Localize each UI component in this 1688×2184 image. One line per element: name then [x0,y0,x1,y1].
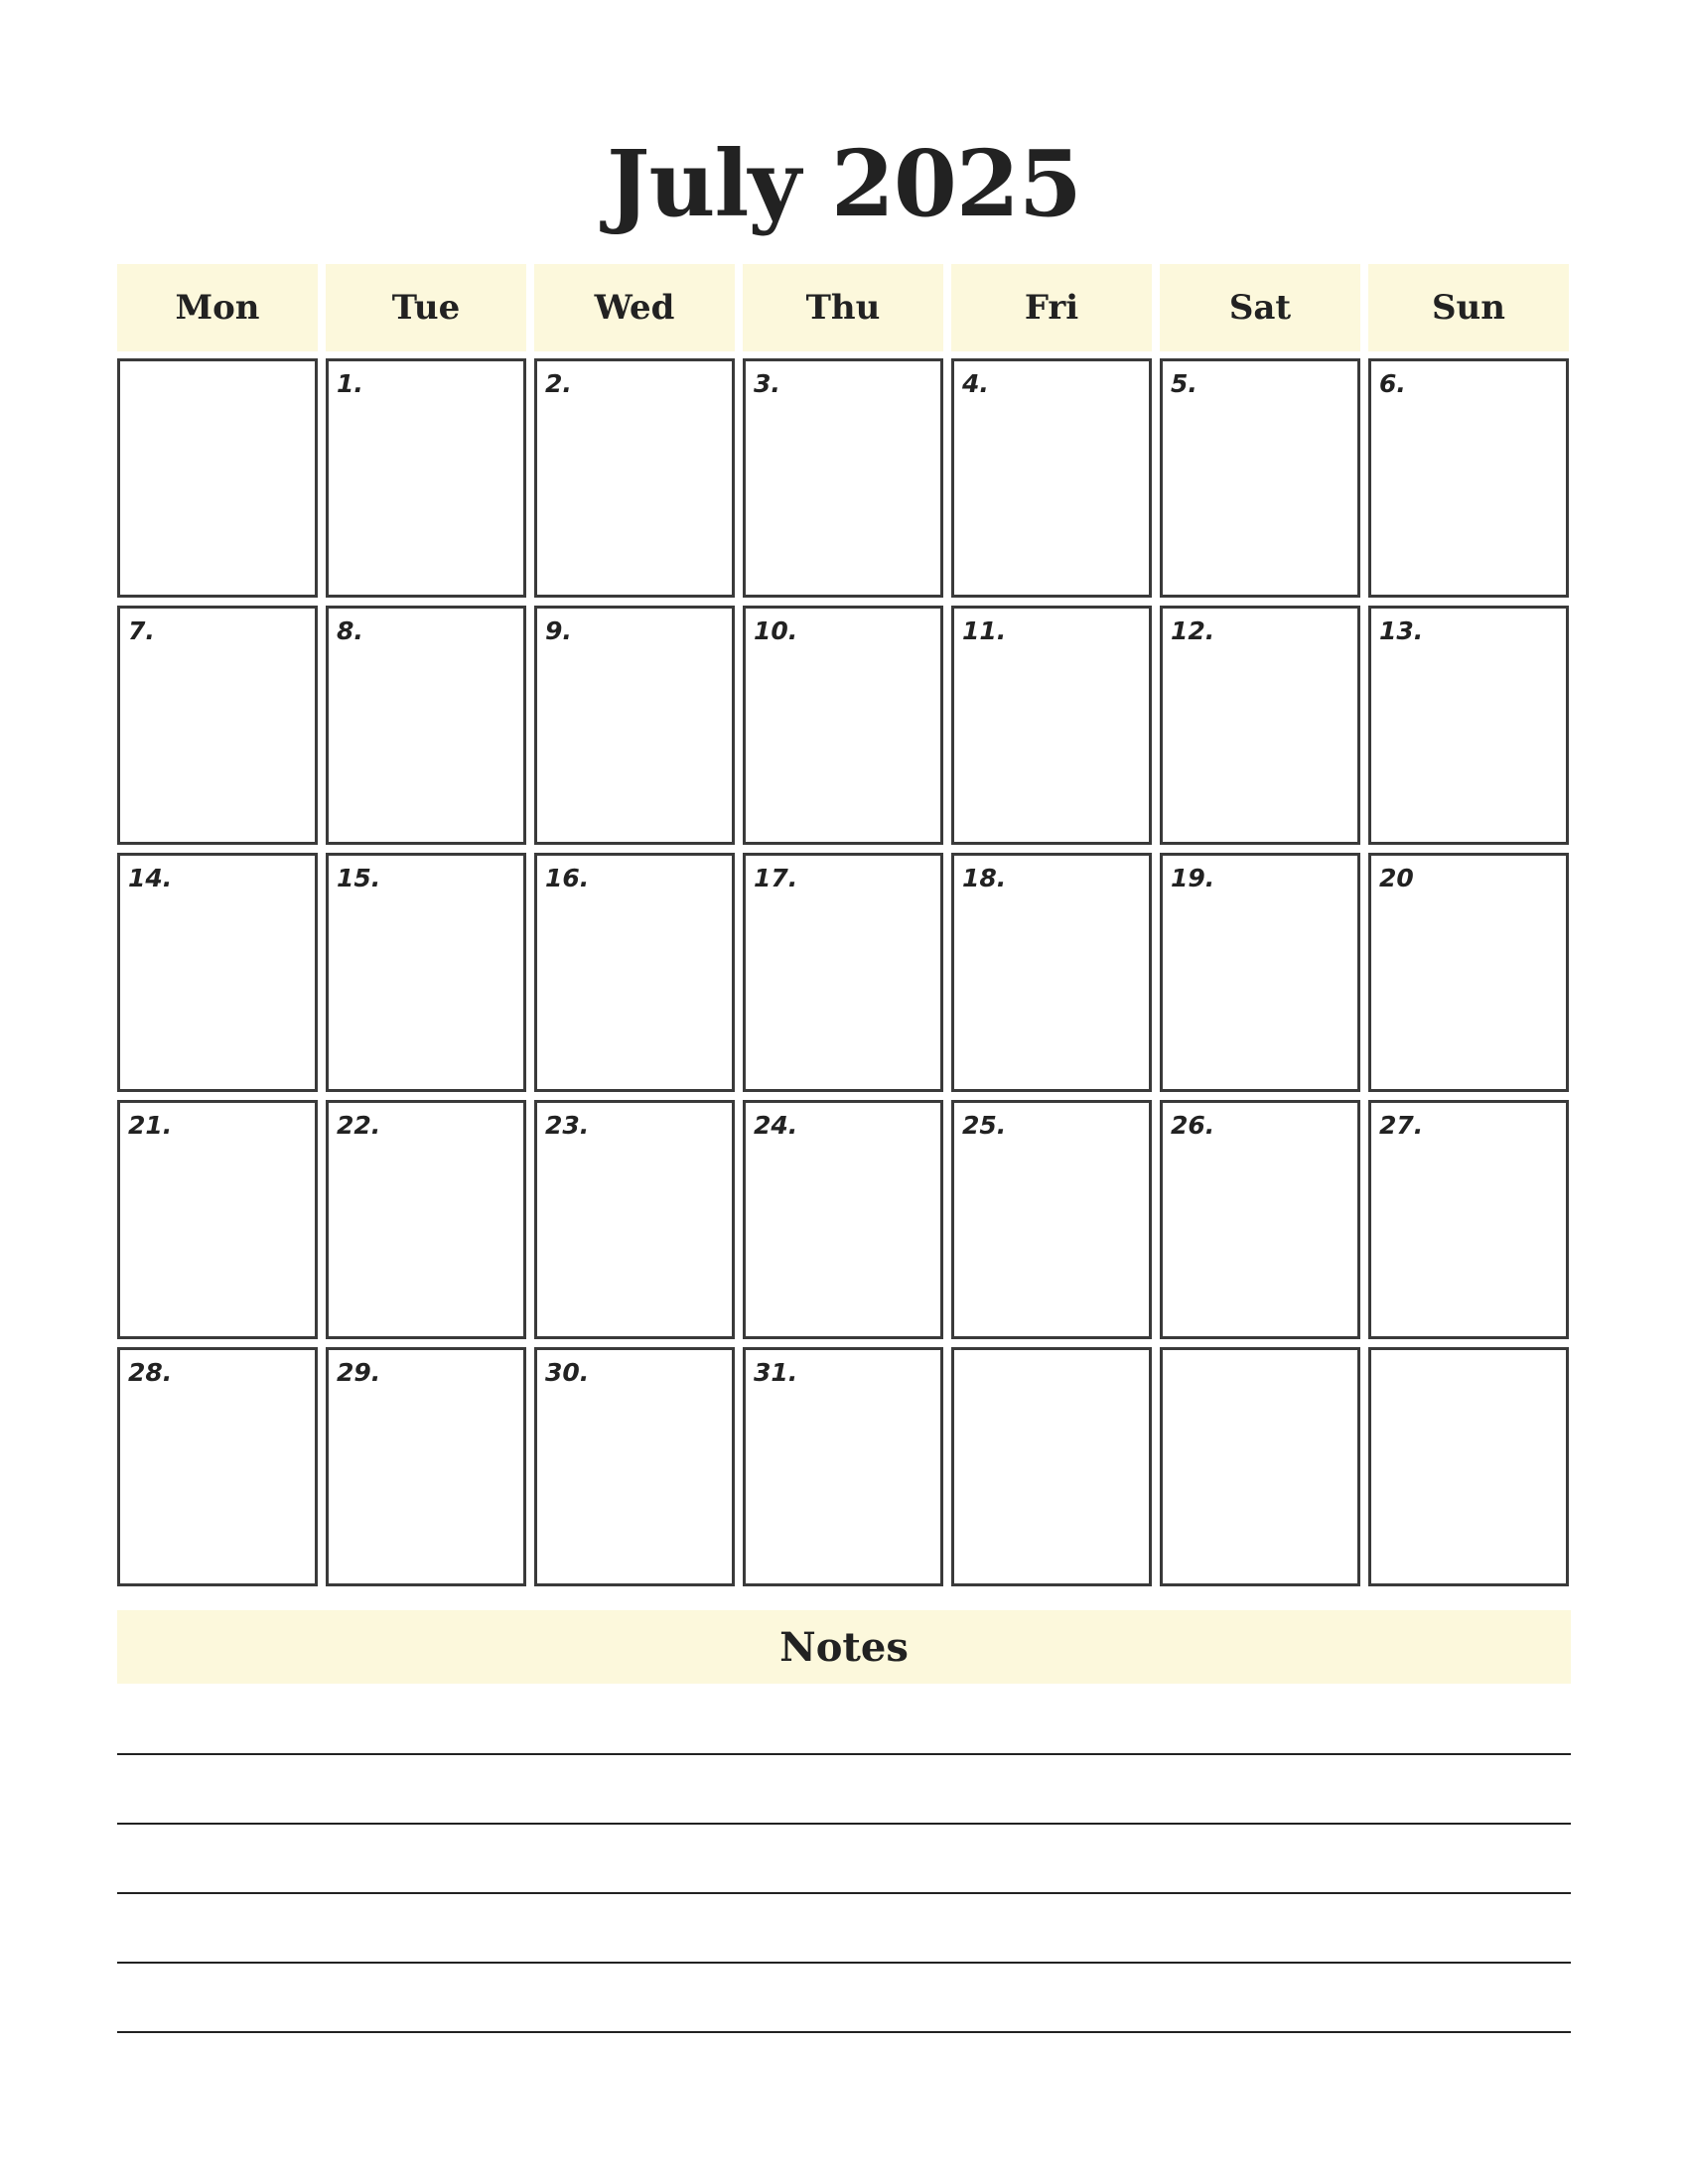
day-cell[interactable] [743,358,943,598]
day-number: 31. [754,1358,798,1387]
day-cell[interactable] [1160,853,1360,1092]
notes-line[interactable] [117,1962,1571,1964]
day-number: 18. [962,864,1007,892]
day-cell[interactable] [326,1100,526,1339]
day-cell[interactable] [326,606,526,845]
day-number: 28. [128,1358,173,1387]
day-cell[interactable] [117,606,318,845]
day-cell[interactable] [1160,1347,1360,1586]
day-number: 26. [1171,1111,1215,1140]
day-cell[interactable] [534,606,735,845]
day-cell[interactable] [534,358,735,598]
day-cell[interactable] [117,1100,318,1339]
weekday-tue: Tue [326,264,526,351]
day-number: 11. [962,616,1007,645]
day-number: 10. [754,616,798,645]
day-number: 2. [545,369,572,398]
day-cell[interactable] [1160,358,1360,598]
day-number: 30. [545,1358,590,1387]
day-number: 19. [1171,864,1215,892]
day-cell[interactable] [326,853,526,1092]
day-cell[interactable] [117,853,318,1092]
day-number: 29. [337,1358,381,1387]
day-cell[interactable] [951,1347,1152,1586]
day-cell[interactable] [534,1100,735,1339]
day-cell[interactable] [117,1347,318,1586]
day-number: 24. [754,1111,798,1140]
weekday-wed: Wed [534,264,735,351]
day-number: 16. [545,864,590,892]
day-cell[interactable] [951,606,1152,845]
day-cell[interactable] [1368,358,1569,598]
day-number: 21. [128,1111,173,1140]
day-cell[interactable] [743,1347,943,1586]
day-cell[interactable] [743,853,943,1092]
notes-line[interactable] [117,1892,1571,1894]
weekday-thu: Thu [743,264,943,351]
weekday-header-row [117,264,1571,351]
day-number: 25. [962,1111,1007,1140]
day-cell[interactable] [951,853,1152,1092]
day-cell[interactable] [951,1100,1152,1339]
day-number: 14. [128,864,173,892]
day-number: 23. [545,1111,590,1140]
day-number: 8. [337,616,363,645]
day-number: 1. [337,369,363,398]
day-cell[interactable] [534,853,735,1092]
weekday-fri: Fri [951,264,1152,351]
day-number: 6. [1379,369,1406,398]
day-number: 12. [1171,616,1215,645]
day-cell[interactable] [1368,1100,1569,1339]
day-number: 5. [1171,369,1197,398]
notes-line[interactable] [117,2031,1571,2033]
day-cell[interactable] [117,358,318,598]
calendar-title: July 2025 [607,130,1081,237]
day-cell[interactable] [1160,606,1360,845]
notes-header: Notes [117,1610,1571,1684]
weekday-sat: Sat [1160,264,1360,351]
day-number: 22. [337,1111,381,1140]
day-cell[interactable] [1368,853,1569,1092]
day-number: 15. [337,864,381,892]
notes-line[interactable] [117,1753,1571,1755]
day-cell[interactable] [534,1347,735,1586]
day-cell[interactable] [1368,606,1569,845]
day-number: 17. [754,864,798,892]
day-cell[interactable] [326,1347,526,1586]
day-cell[interactable] [1160,1100,1360,1339]
day-number: 13. [1379,616,1424,645]
day-cell[interactable] [951,358,1152,598]
notes-line[interactable] [117,1823,1571,1825]
weekday-mon: Mon [117,264,318,351]
day-cell[interactable] [326,358,526,598]
day-cell[interactable] [743,1100,943,1339]
day-number: 20 [1379,864,1414,892]
calendar-grid [117,358,1571,1586]
day-number: 4. [962,369,989,398]
weekday-sun: Sun [1368,264,1569,351]
day-number: 3. [754,369,780,398]
day-cell[interactable] [743,606,943,845]
day-number: 7. [128,616,155,645]
day-cell[interactable] [1368,1347,1569,1586]
day-number: 27. [1379,1111,1424,1140]
day-number: 9. [545,616,572,645]
